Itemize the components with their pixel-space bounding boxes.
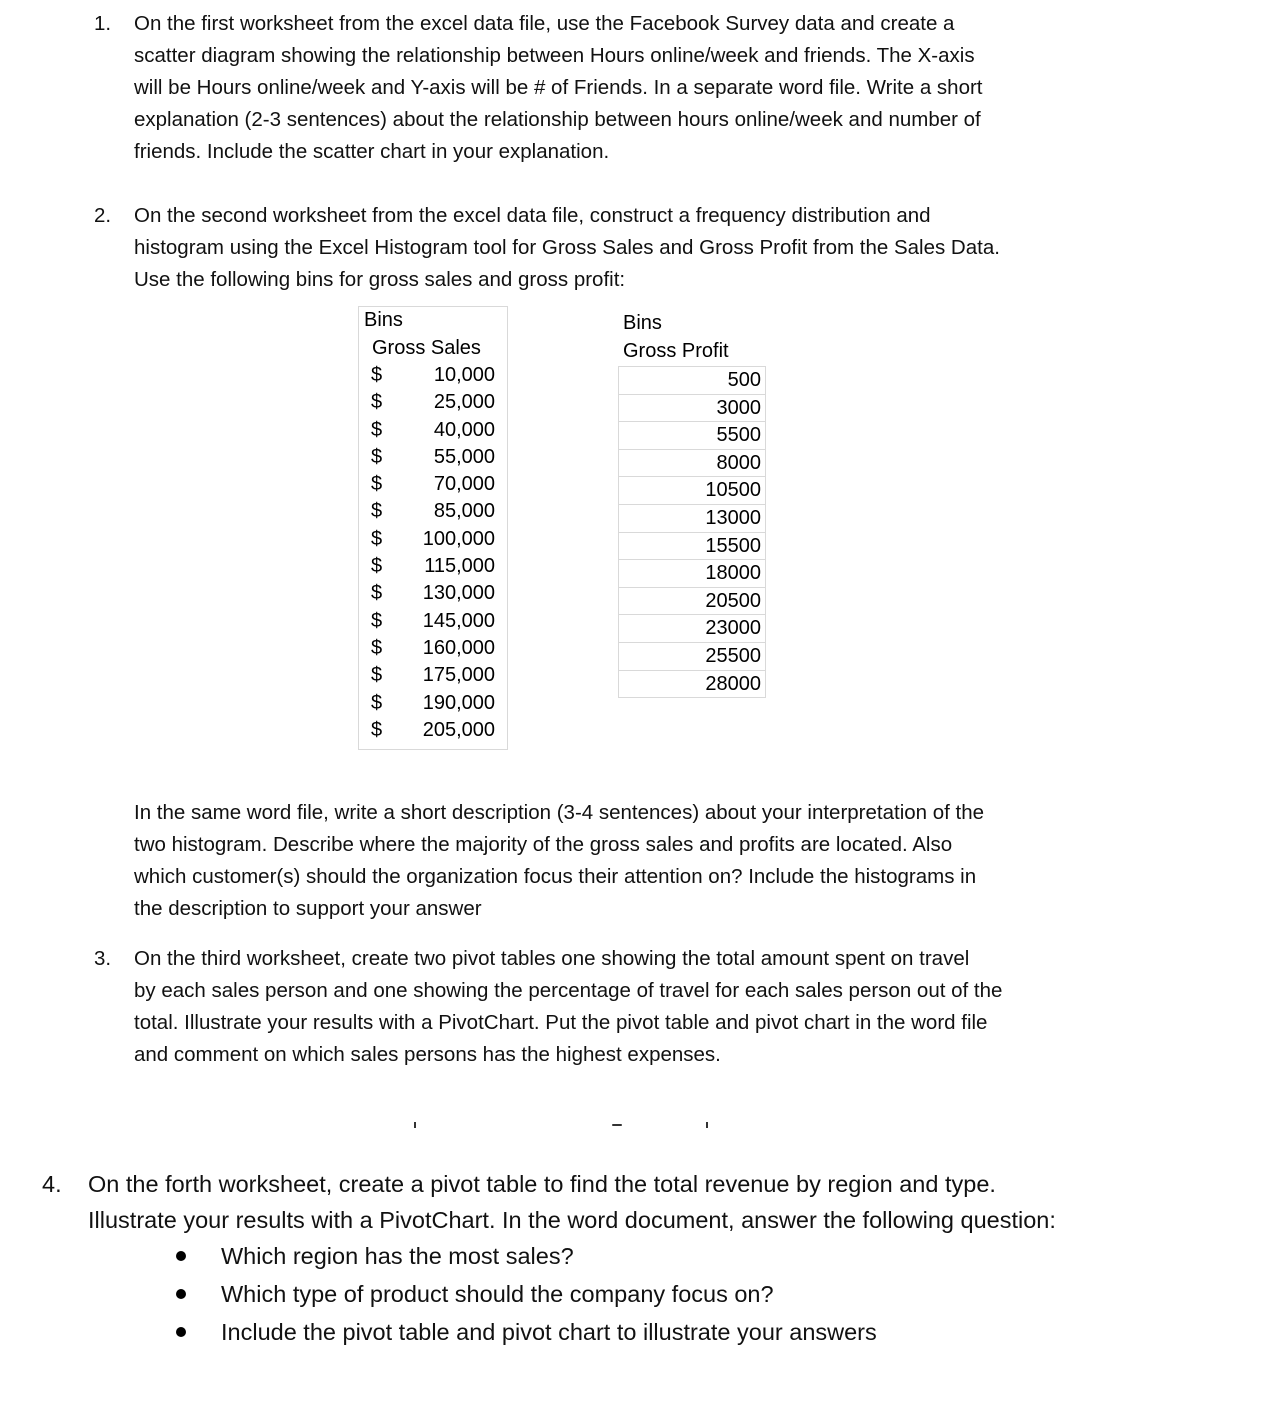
currency-symbol: $ <box>371 364 383 386</box>
currency-symbol: $ <box>371 664 383 687</box>
table-row <box>359 526 507 553</box>
bin-value: 3000 <box>716 396 761 419</box>
text-line: total. Illustrate your results with a PivotChart. Put the pivot table and pivot chart in the word file <box>134 1011 988 1034</box>
table-row <box>618 560 766 588</box>
currency-symbol: $ <box>371 445 383 468</box>
table-row <box>618 477 766 505</box>
bin-value: 145,000 <box>422 609 495 632</box>
histogram-description <box>134 797 984 925</box>
text-line: On the second worksheet from the excel data file, construct a frequency distribution and <box>134 204 931 227</box>
bin-value: 100,000 <box>422 527 495 550</box>
bin-value: 40,000 <box>433 418 495 441</box>
gross-sales-bins-table <box>358 306 508 750</box>
text-line: Use the following bins for gross sales and gross profit: <box>134 268 626 291</box>
table-row <box>359 580 507 607</box>
text-line: On the first worksheet from the excel data file, use the Facebook Survey data and create a <box>134 12 955 35</box>
text-line: On the third worksheet, create two pivot tables one showing the total amount spent on travel <box>134 947 970 970</box>
stray-mark <box>612 1124 622 1126</box>
currency-symbol: $ <box>371 391 383 414</box>
table-row <box>359 662 507 689</box>
table-row <box>618 505 766 533</box>
table-row <box>359 362 507 389</box>
table-row <box>618 533 766 561</box>
currency-symbol: $ <box>371 418 383 441</box>
table-title: Bins <box>364 309 403 331</box>
table-row <box>359 444 507 471</box>
text-line: two histogram. Describe where the majority of the gross sales and profits are located. Also <box>134 833 953 856</box>
bin-value: 20500 <box>705 589 761 612</box>
question-number: 3. <box>94 947 112 970</box>
question-number: 4. <box>42 1171 62 1197</box>
text-line: friends. Include the scatter chart in your explanation. <box>134 140 610 163</box>
bin-value: 25,000 <box>433 391 495 414</box>
table-row <box>618 615 766 643</box>
question-text <box>88 1166 1056 1238</box>
bin-value: 85,000 <box>433 500 495 523</box>
question-text <box>134 8 983 168</box>
table-row <box>359 471 507 498</box>
text-line: Illustrate your results with a PivotChart. In the word document, answer the following question: <box>88 1207 1056 1233</box>
list-item-text: Which region has the most sales? <box>221 1243 574 1269</box>
table-row <box>618 366 766 395</box>
bin-value: 5500 <box>716 424 761 447</box>
bin-value: 23000 <box>705 617 761 640</box>
table-row <box>359 690 507 717</box>
bin-value: 175,000 <box>422 664 495 687</box>
bin-value: 25500 <box>705 644 761 667</box>
bin-value: 55,000 <box>433 445 495 468</box>
text-line: will be Hours online/week and Y-axis will be # of Friends. In a separate word file. Write a short <box>134 76 983 99</box>
currency-symbol: $ <box>371 473 383 496</box>
table-row <box>359 717 507 744</box>
bin-value: 18000 <box>705 562 761 585</box>
bin-value: 160,000 <box>422 636 495 659</box>
bin-value: 130,000 <box>422 582 495 605</box>
table-row <box>359 553 507 580</box>
currency-symbol: $ <box>371 718 383 741</box>
table-body <box>359 362 507 744</box>
bin-value: 70,000 <box>433 473 495 496</box>
bin-value: 13000 <box>705 506 761 529</box>
table-row <box>618 643 766 671</box>
bullet-icon <box>176 1251 186 1261</box>
bin-value: 28000 <box>705 672 761 695</box>
text-line: In the same word file, write a short description (3-4 sentences) about your interpretation of the <box>134 801 985 824</box>
text-line: which customer(s) should the organization focus their attention on? Include the histograms in <box>134 865 977 888</box>
text-line: scatter diagram showing the relationship between Hours online/week and friends. The X-axis <box>134 44 975 67</box>
bin-value: 205,000 <box>422 718 495 741</box>
table-row <box>618 422 766 450</box>
bin-value: 115,000 <box>424 555 495 578</box>
table-row <box>359 389 507 416</box>
bullet-icon <box>176 1289 186 1299</box>
stray-mark <box>706 1122 708 1128</box>
question-number: 2. <box>94 204 112 227</box>
question-text <box>134 943 1002 1071</box>
currency-symbol: $ <box>371 609 383 632</box>
bin-value: 8000 <box>716 451 761 474</box>
currency-symbol: $ <box>371 636 383 659</box>
stray-mark <box>414 1122 416 1128</box>
gross-profit-bins-table <box>618 309 766 699</box>
bin-value: 10,000 <box>433 364 495 386</box>
text-line: by each sales person and one showing the percentage of travel for each sales person out of the <box>134 979 1003 1002</box>
bin-value: 10500 <box>705 479 761 502</box>
currency-symbol: $ <box>371 555 383 578</box>
table-row <box>618 588 766 616</box>
text-line: On the forth worksheet, create a pivot table to find the total revenue by region and type. <box>88 1171 996 1197</box>
table-header: Gross Sales <box>372 337 481 359</box>
text-line: histogram using the Excel Histogram tool for Gross Sales and Gross Profit from the Sales Data. <box>134 236 1000 259</box>
currency-symbol: $ <box>371 527 383 550</box>
text-line: and comment on which sales persons has the highest expenses. <box>134 1043 721 1066</box>
bin-value: 15500 <box>705 534 761 557</box>
table-row <box>359 608 507 635</box>
table-row <box>618 395 766 423</box>
text-line: explanation (2-3 sentences) about the relationship between hours online/week and number of <box>134 108 981 131</box>
bullet-icon <box>176 1327 186 1337</box>
table-row <box>359 417 507 444</box>
currency-symbol: $ <box>371 500 383 523</box>
currency-symbol: $ <box>371 582 383 605</box>
currency-symbol: $ <box>371 691 383 714</box>
table-body <box>618 366 766 698</box>
list-item-text: Include the pivot table and pivot chart to illustrate your answers <box>221 1319 877 1345</box>
text-line: the description to support your answer <box>134 897 482 920</box>
list-item-text: Which type of product should the company focus on? <box>221 1281 774 1307</box>
bin-value: 500 <box>727 369 761 391</box>
table-row <box>618 671 766 699</box>
table-row <box>359 498 507 525</box>
question-text <box>134 200 1000 296</box>
table-row <box>359 635 507 662</box>
table-title: Bins <box>623 312 662 334</box>
bin-value: 190,000 <box>422 691 495 714</box>
question-number: 1. <box>94 12 112 35</box>
table-header: Gross Profit <box>623 340 729 362</box>
table-row <box>618 450 766 478</box>
